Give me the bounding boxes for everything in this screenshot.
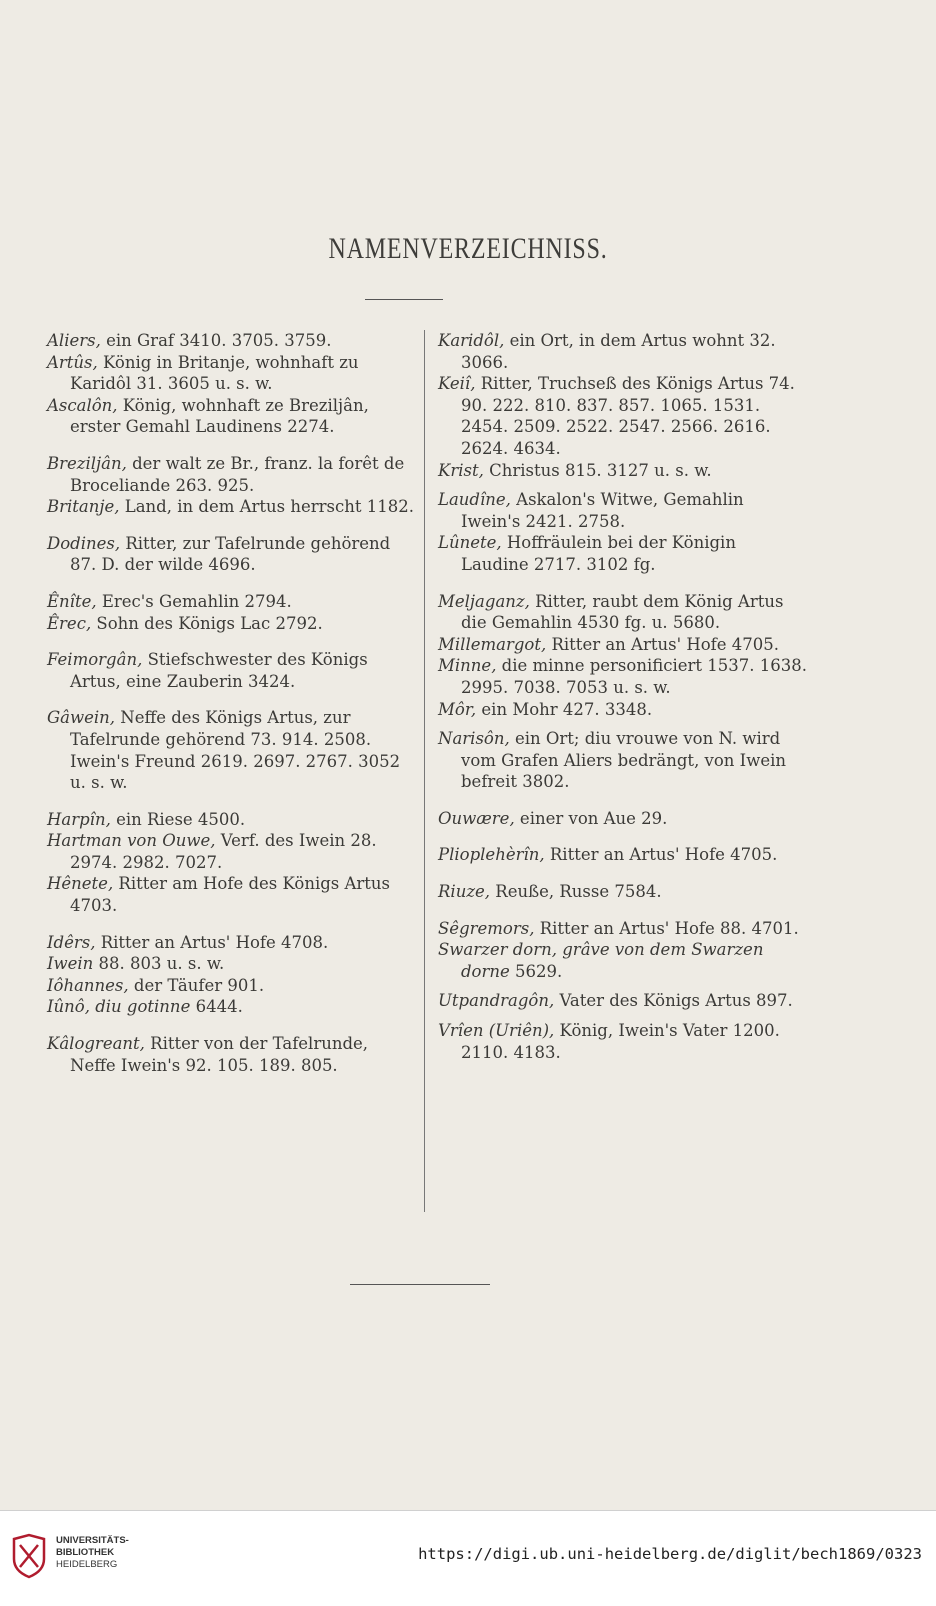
entry-text: König, wohnhaft ze Breziljân, erster Gemahl Laudinens 2274.	[70, 395, 369, 437]
index-entry	[47, 932, 415, 954]
index-entry	[438, 460, 808, 482]
index-entry	[47, 953, 415, 975]
entry-text: Hoffräulein bei der Königin Laudine 2717. 3102 fg.	[461, 533, 736, 574]
entry-headword: Kâlogreant,	[47, 1034, 145, 1054]
entry-headword: Ascalôn,	[47, 395, 118, 415]
entry-text: Ritter, Truchseß des Königs Artus 74. 90. 222. 810. 837. 857. 1065. 1531. 2454. 2509. 2522. 2547. 2566. 2616. 2624. 4634.	[461, 374, 795, 458]
entry-text: 88. 803 u. s. w.	[93, 954, 225, 974]
entry-text: Ritter, raubt dem König Artus die Gemahlin 4530 fg. u. 5680.	[461, 591, 784, 633]
entry-text: Christus 815. 3127 u. s. w.	[483, 460, 712, 480]
entry-headword: Idêrs,	[47, 932, 96, 952]
end-rule	[350, 1284, 490, 1285]
entry-headword: Môr,	[438, 699, 477, 719]
index-entry	[438, 489, 808, 532]
entry-text: der Täufer 901.	[128, 975, 265, 995]
index-entry	[47, 453, 415, 496]
index-entry	[47, 613, 415, 635]
title-rule	[365, 299, 443, 300]
entry-text: König in Britanje, wohnhaft zu Karidôl 31. 3605 u. s. w.	[70, 352, 359, 394]
index-entry	[47, 809, 415, 831]
entry-headword: Laudîne,	[438, 490, 511, 510]
entry-headword: Feimorgân,	[47, 650, 143, 670]
permalink-url[interactable]: https://digi.ub.uni-heidelberg.de/diglit/bech1869/0323	[418, 1545, 922, 1563]
entry-text: einer von Aue 29.	[514, 808, 668, 828]
entry-text: Stiefschwester des Königs Artus, eine Zauberin 3424.	[70, 650, 368, 691]
index-entry	[438, 330, 808, 373]
index-entry	[438, 881, 808, 903]
entry-headword: Swarzer dorn, grâve von dem Swarzen dorne	[438, 940, 764, 981]
entry-headword: Krist,	[438, 460, 484, 480]
institution-line-1: UNIVERSITÄTS-	[56, 1535, 129, 1546]
entry-text: Verf. des Iwein 28. 2974. 2982. 7027.	[70, 831, 377, 872]
entry-headword: Aliers,	[47, 331, 101, 350]
institution-line-3: HEIDELBERG	[56, 1559, 118, 1570]
index-entry	[47, 649, 415, 692]
entry-headword: Iûnô, diu gotinne	[47, 997, 191, 1017]
entry-headword: Riuze,	[438, 882, 491, 902]
entry-headword: Harpîn,	[47, 809, 111, 829]
entry-text: Land, in dem Artus herrscht 1182.	[119, 497, 414, 517]
index-entry	[47, 591, 415, 613]
entry-headword: Sêgremors,	[438, 918, 535, 938]
index-entry	[438, 918, 808, 940]
entry-text: 6444.	[190, 997, 243, 1017]
entry-headword: Hartman von Ouwe,	[47, 831, 216, 851]
entry-headword: Iwein	[47, 954, 94, 974]
index-entry	[47, 395, 415, 438]
entry-text: Ritter von der Tafelrunde, Neffe Iwein's 92. 105. 189. 805.	[70, 1034, 369, 1075]
entry-text: der walt ze Br., franz. la forêt de Broceliande 263. 925.	[70, 453, 405, 495]
entry-text: ein Ort; diu vrouwe von N. wird vom Grafen Aliers bedrängt, von Iwein befreit 3802.	[461, 729, 786, 792]
entry-headword: Narisôn,	[438, 729, 510, 749]
entry-headword: Millemargot,	[438, 634, 547, 654]
index-entry	[438, 939, 808, 982]
entry-text: ein Graf 3410. 3705. 3759.	[100, 331, 332, 350]
index-entry	[47, 496, 415, 518]
index-entry	[47, 330, 415, 352]
entry-text: Ritter an Artus' Hofe 88. 4701.	[534, 918, 799, 938]
index-entry	[438, 532, 808, 575]
index-entry	[438, 634, 808, 656]
page-title: NAMENVERZEICHNISS.	[328, 232, 608, 265]
entry-text: Neffe des Königs Artus, zur Tafelrunde gehörend 73. 914. 2508. Iwein's Freund 2619. 2697. 2767. 3052 u. s. w.	[70, 708, 401, 793]
index-entry	[438, 591, 808, 634]
index-entry	[47, 873, 415, 916]
index-entry	[47, 996, 415, 1018]
entry-text: Reuße, Russe 7584.	[490, 882, 662, 902]
entry-headword: Keiî,	[438, 374, 476, 394]
index-entry	[438, 373, 808, 459]
entry-headword: Meljaganz,	[438, 591, 530, 611]
entry-text: Sohn des Königs Lac 2792.	[91, 613, 323, 633]
entry-text: ein Riese 4500.	[110, 809, 246, 829]
entry-headword: Dodines,	[47, 533, 121, 553]
entry-text: Ritter am Hofe des Königs Artus 4703.	[70, 874, 391, 916]
entry-headword: Utpandragôn,	[438, 991, 555, 1011]
entry-headword: Ouwære,	[438, 808, 515, 828]
index-entry	[438, 699, 808, 721]
entry-headword: Britanje,	[47, 497, 120, 517]
entry-headword: Karidôl,	[438, 331, 505, 350]
index-entry	[47, 830, 415, 873]
entry-headword: Artûs,	[47, 352, 98, 372]
entry-text: Ritter, zur Tafelrunde gehörend 87. D. der wilde 4696.	[70, 533, 391, 575]
entry-text: ein Ort, in dem Artus wohnt 32. 3066.	[461, 331, 776, 372]
entry-text: 5629.	[509, 961, 563, 981]
index-entry	[47, 707, 415, 793]
entry-text: ein Mohr 427. 3348.	[476, 699, 653, 719]
index-entry	[47, 1033, 415, 1076]
entry-headword: Breziljân,	[47, 453, 127, 473]
entry-headword: Ênîte,	[47, 591, 97, 611]
index-entry	[438, 728, 808, 793]
index-entry	[438, 1020, 808, 1063]
entry-text: Vater des Königs Artus 897.	[554, 991, 793, 1011]
entry-text: Erec's Gemahlin 2794.	[96, 591, 292, 611]
entry-text: Ritter an Artus' Hofe 4705.	[546, 634, 780, 654]
entry-text: König, Iwein's Vater 1200. 2110. 4183.	[461, 1021, 780, 1062]
index-entry	[438, 655, 808, 698]
index-entry	[47, 533, 415, 576]
entry-text: Ritter an Artus' Hofe 4705.	[544, 845, 778, 865]
institution-name	[56, 1535, 129, 1571]
entry-headword: Plioplehèrîn,	[438, 845, 545, 865]
left-column	[47, 330, 415, 1076]
entry-headword: Vrîen (Uriên),	[438, 1021, 555, 1041]
index-entry	[47, 352, 415, 395]
entry-text: Askalon's Witwe, Gemahlin Iwein's 2421. 2758.	[461, 490, 744, 531]
heidelberg-library-logo-icon	[10, 1533, 48, 1579]
entry-text: die minne personificiert 1537. 1638. 2995. 7038. 7053 u. s. w.	[461, 656, 808, 697]
index-entry	[438, 808, 808, 830]
entry-headword: Minne,	[438, 656, 497, 676]
column-divider	[424, 330, 425, 1212]
right-column	[438, 330, 808, 1063]
entry-headword: Hênete,	[47, 874, 114, 894]
viewer-footer	[0, 1510, 936, 1606]
entry-headword: Êrec,	[47, 613, 92, 633]
index-entry	[47, 975, 415, 997]
entry-headword: Gâwein,	[47, 708, 116, 728]
index-entry	[438, 844, 808, 866]
entry-text: Ritter an Artus' Hofe 4708.	[95, 932, 329, 952]
index-entry	[438, 990, 808, 1012]
entry-headword: Iôhannes,	[47, 975, 129, 995]
entry-headword: Lûnete,	[438, 533, 502, 553]
institution-line-2: BIBLIOTHEK	[56, 1547, 115, 1558]
